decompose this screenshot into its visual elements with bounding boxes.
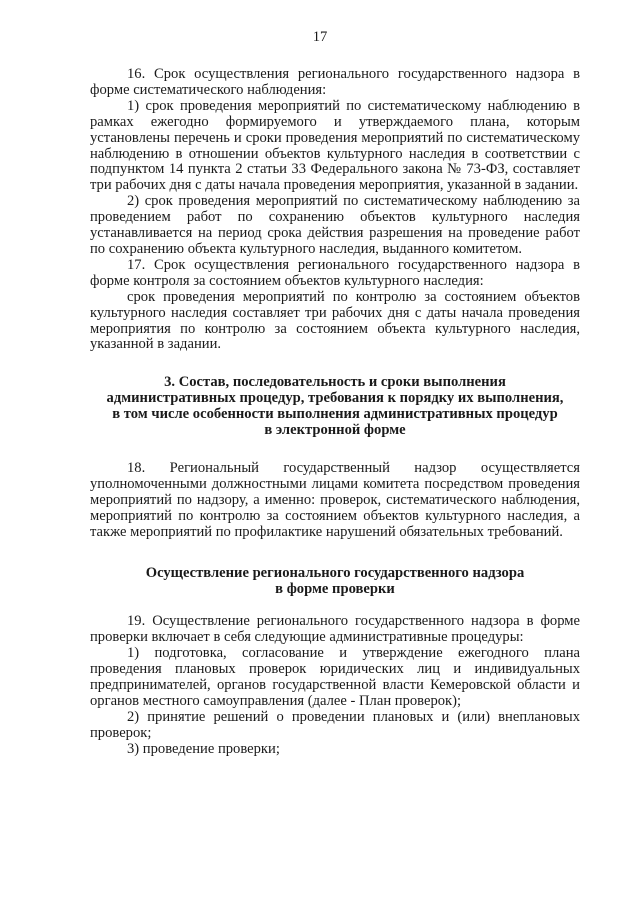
paragraph-18: 18. Региональный государственный надзор осуществляется уполномоченными должностными лицами комитета посредством проведения мероприятий по надзору, а именно: проверок, систематического наблюдения, мероприятий по контролю за состоянием объектов культурного наследия, а также мероприятий по профилактике нарушений обязательных требований. bbox=[90, 459, 580, 540]
heading-line: в форме проверки bbox=[275, 581, 395, 598]
heading-line: в том числе особенности выполнения административных процедур bbox=[112, 406, 558, 423]
document-body bbox=[90, 67, 580, 757]
paragraph-19: 19. Осуществление регионального государственного надзора в форме проверки включает в себя следующие административные процедуры: bbox=[90, 613, 580, 646]
heading-line: административных процедур, требования к порядку их выполнения, bbox=[106, 390, 564, 407]
section-3-heading bbox=[90, 375, 580, 439]
subsection-heading-inspection bbox=[90, 566, 580, 598]
paragraph-17: 17. Срок осуществления регионального государственного надзора в форме контроля за состоянием объектов культурного наследия: bbox=[90, 256, 580, 289]
heading-line: 3. Состав, последовательность и сроки выполнения bbox=[164, 374, 506, 391]
paragraph-19-item-2: 2) принятие решений о проведении плановых и (или) внеплановых проверок; bbox=[90, 708, 580, 741]
heading-line: в электронной форме bbox=[264, 422, 406, 439]
paragraph-17-text: срок проведения мероприятий по контролю за состоянием объектов культурного наследия составляет три рабочих дня с даты начала проведения мероприятия по контролю за состоянием объекта культурного наследия, указанной в задании. bbox=[90, 288, 580, 353]
heading-line: Осуществление регионального государственного надзора bbox=[145, 565, 525, 582]
paragraph-16-item-2: 2) срок проведения мероприятий по систематическому наблюдению за проведением работ по сохранению объектов культурного наследия устанавливается на период срока действия разрешения на проведение работ по сохранению объекта культурного наследия, выданного комитетом. bbox=[90, 193, 580, 257]
paragraph-16-item-1: 1) срок проведения мероприятий по систематическому наблюдению в рамках ежегодно формируемого и утверждаемого плана, которым установлены перечень и сроки проведения мероприятий по систематическому наблюдению в отношении объектов культурного наследия в соответствии с подпунктом 14 пункта 2 статьи 33 Федерального закона № 73-ФЗ, составляет три рабочих дня с даты начала проведения мероприятия, указанной в задании. bbox=[90, 97, 580, 194]
page-number: 17 bbox=[312, 29, 328, 45]
paragraph-19-item-1: 1) подготовка, согласование и утверждение ежегодного плана проведения плановых проверок юридических лиц и индивидуальных предпринимателей, органов государственной власти Кемеровской области и органов местного самоуправления (далее - План проверок); bbox=[90, 645, 580, 709]
paragraph-19-item-3: 3) проведение проверки; bbox=[127, 740, 280, 757]
paragraph-16: 16. Срок осуществления регионального государственного надзора в форме систематического наблюдения: bbox=[90, 66, 580, 98]
